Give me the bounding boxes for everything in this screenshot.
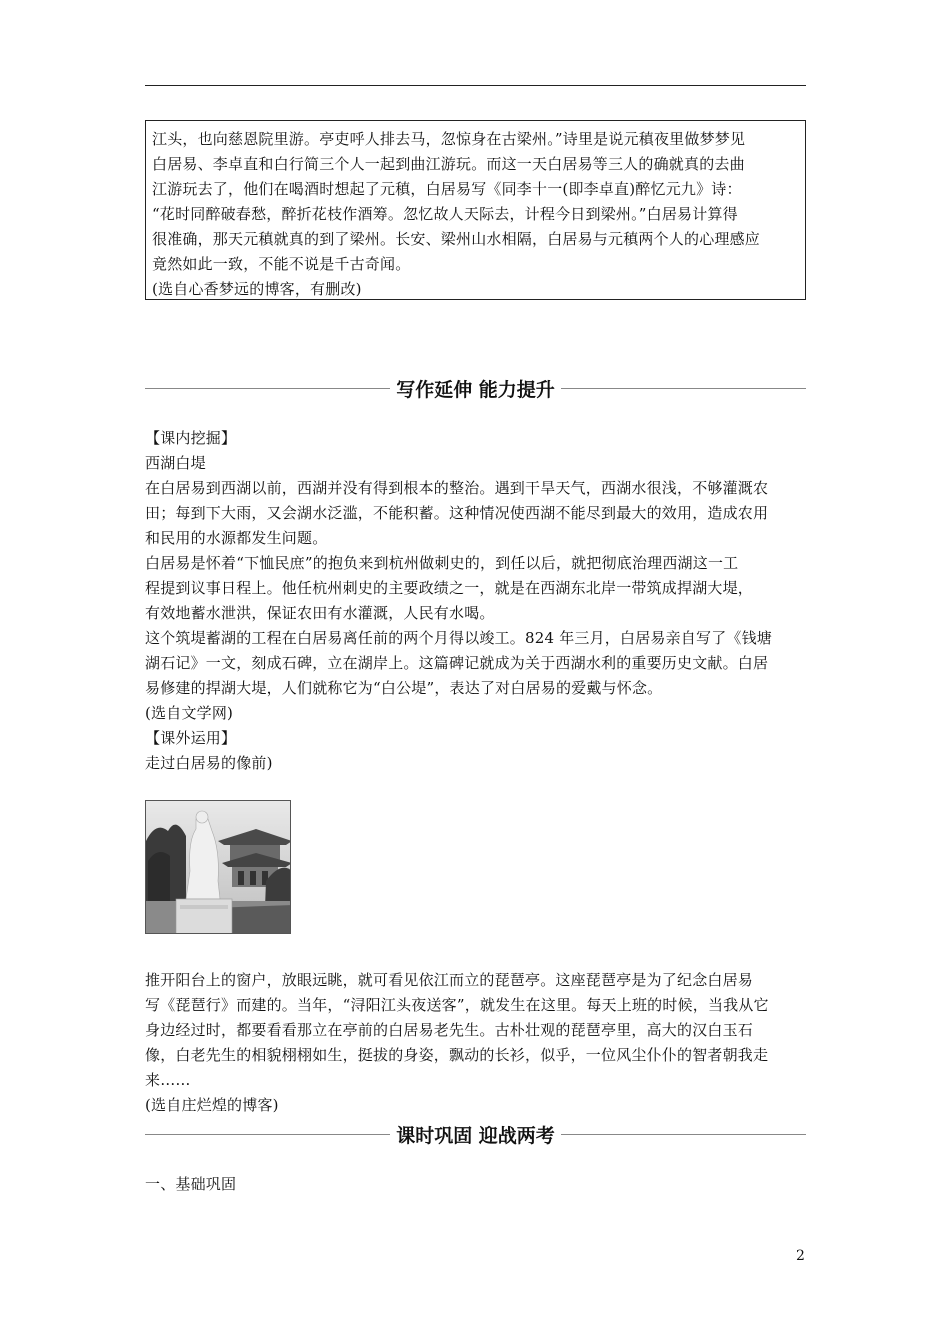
box-line: 江头，也向慈恩院里游。亭吏呼人排去马，忽惊身在古梁州。”诗里是说元稹夜里做梦梦见 bbox=[152, 130, 746, 148]
section-title: 写作延伸 能力提升 bbox=[396, 378, 555, 401]
divider bbox=[561, 1134, 806, 1135]
paragraph-line: 写《琵琶行》而建的。当年，“浔阳江头夜送客”，就发生在这里。每天上班的时候，当我从它 bbox=[145, 996, 769, 1014]
box-line: 很准确，那天元稹就真的到了梁州。长安、梁州山水相隔，白居易与元稹两个人的心理感应 bbox=[152, 230, 761, 248]
divider bbox=[145, 1134, 390, 1135]
paragraph-line: 和民用的水源都发生问题。 bbox=[145, 529, 328, 547]
paragraph-line: 这个筑堤蓄湖的工程在白居易离任前的两个月得以竣工。824 年三月，白居易亲自写了《钱塘 bbox=[145, 629, 773, 647]
label-out-class: 【课外运用】 bbox=[145, 729, 237, 747]
box-source: (选自心香梦远的博客，有删改) bbox=[152, 280, 362, 298]
page-number: 2 bbox=[796, 1248, 805, 1264]
paragraph-line: 推开阳台上的窗户，放眼远眺，就可看见依江而立的琵琶亭。这座琵琶亭是为了纪念白居易 bbox=[145, 971, 754, 989]
statue-photo bbox=[145, 800, 291, 934]
divider bbox=[561, 388, 806, 389]
box-line: “花时同醉破春愁，醉折花枝作酒筹。忽忆故人天际去，计程今日到梁州。”白居易计算得 bbox=[152, 205, 738, 223]
box-line: 竟然如此一致，不能不说是千古奇闻。 bbox=[152, 255, 411, 273]
article-title: 走过白居易的像前) bbox=[145, 754, 273, 772]
box-line: 白居易、李卓直和白行简三个人一起到曲江游玩。而这一天白居易等三人的确就真的去曲 bbox=[152, 155, 745, 173]
label-in-class: 【课内挖掘】 bbox=[145, 429, 237, 447]
section-heading-writing bbox=[145, 375, 806, 401]
statue-photo-image bbox=[146, 801, 291, 934]
paragraph-line: 田；每到下大雨，又会湖水泛滥，不能积蓄。这种情况使西湖不能尽到最大的效用，造成农用 bbox=[145, 504, 769, 522]
source-line: (选自庄烂煌的博客) bbox=[145, 1096, 279, 1114]
paragraph-line: 程提到议事日程上。他任杭州刺史的主要政绩之一，就是在西湖东北岸一带筑成捍湖大堤， bbox=[145, 579, 754, 597]
paragraph-line: 湖石记》一文，刻成石碑，立在湖岸上。这篇碑记就成为关于西湖水利的重要历史文献。白居 bbox=[145, 654, 769, 672]
paragraph-line: 易修建的捍湖大堤，人们就称它为“白公堤”，表达了对白居易的爱戴与怀念。 bbox=[145, 679, 663, 697]
section-title: 课时巩固 迎战两考 bbox=[396, 1124, 555, 1147]
reading-section-2 bbox=[145, 968, 806, 1118]
paragraph-line: 白居易是怀着“下恤民庶”的抱负来到杭州做刺史的，到任以后，就把彻底治理西湖这一工 bbox=[145, 554, 739, 572]
paragraph-line: 来…… bbox=[145, 1071, 191, 1089]
divider bbox=[145, 388, 390, 389]
article-title: 西湖白堤 bbox=[145, 454, 206, 472]
quote-box bbox=[145, 120, 806, 300]
section-heading-review bbox=[145, 1121, 806, 1147]
reading-section bbox=[145, 426, 806, 776]
exercise-heading: 一、基础巩固 bbox=[145, 1175, 237, 1193]
box-line: 江游玩去了，他们在喝酒时想起了元稹，白居易写《同李十一(即李卓直)醉忆元九》诗： bbox=[152, 180, 742, 198]
paragraph-line: 有效地蓄水泄洪，保证农田有水灌溉，人民有水喝。 bbox=[145, 604, 495, 622]
exercise-section bbox=[145, 1172, 806, 1197]
header-rule bbox=[145, 85, 806, 86]
paragraph-line: 在白居易到西湖以前，西湖并没有得到根本的整治。遇到干旱天气，西湖水很浅，不够灌溉农 bbox=[145, 479, 769, 497]
paragraph-line: 像，白老先生的相貌栩栩如生，挺拔的身姿，飘动的长衫，似乎，一位风尘仆仆的智者朝我走 bbox=[145, 1046, 769, 1064]
paragraph-line: 身边经过时，都要看看那立在亭前的白居易老先生。古朴壮观的琵琶亭里，高大的汉白玉石 bbox=[145, 1021, 754, 1039]
source-line: (选自文学网) bbox=[145, 704, 234, 722]
